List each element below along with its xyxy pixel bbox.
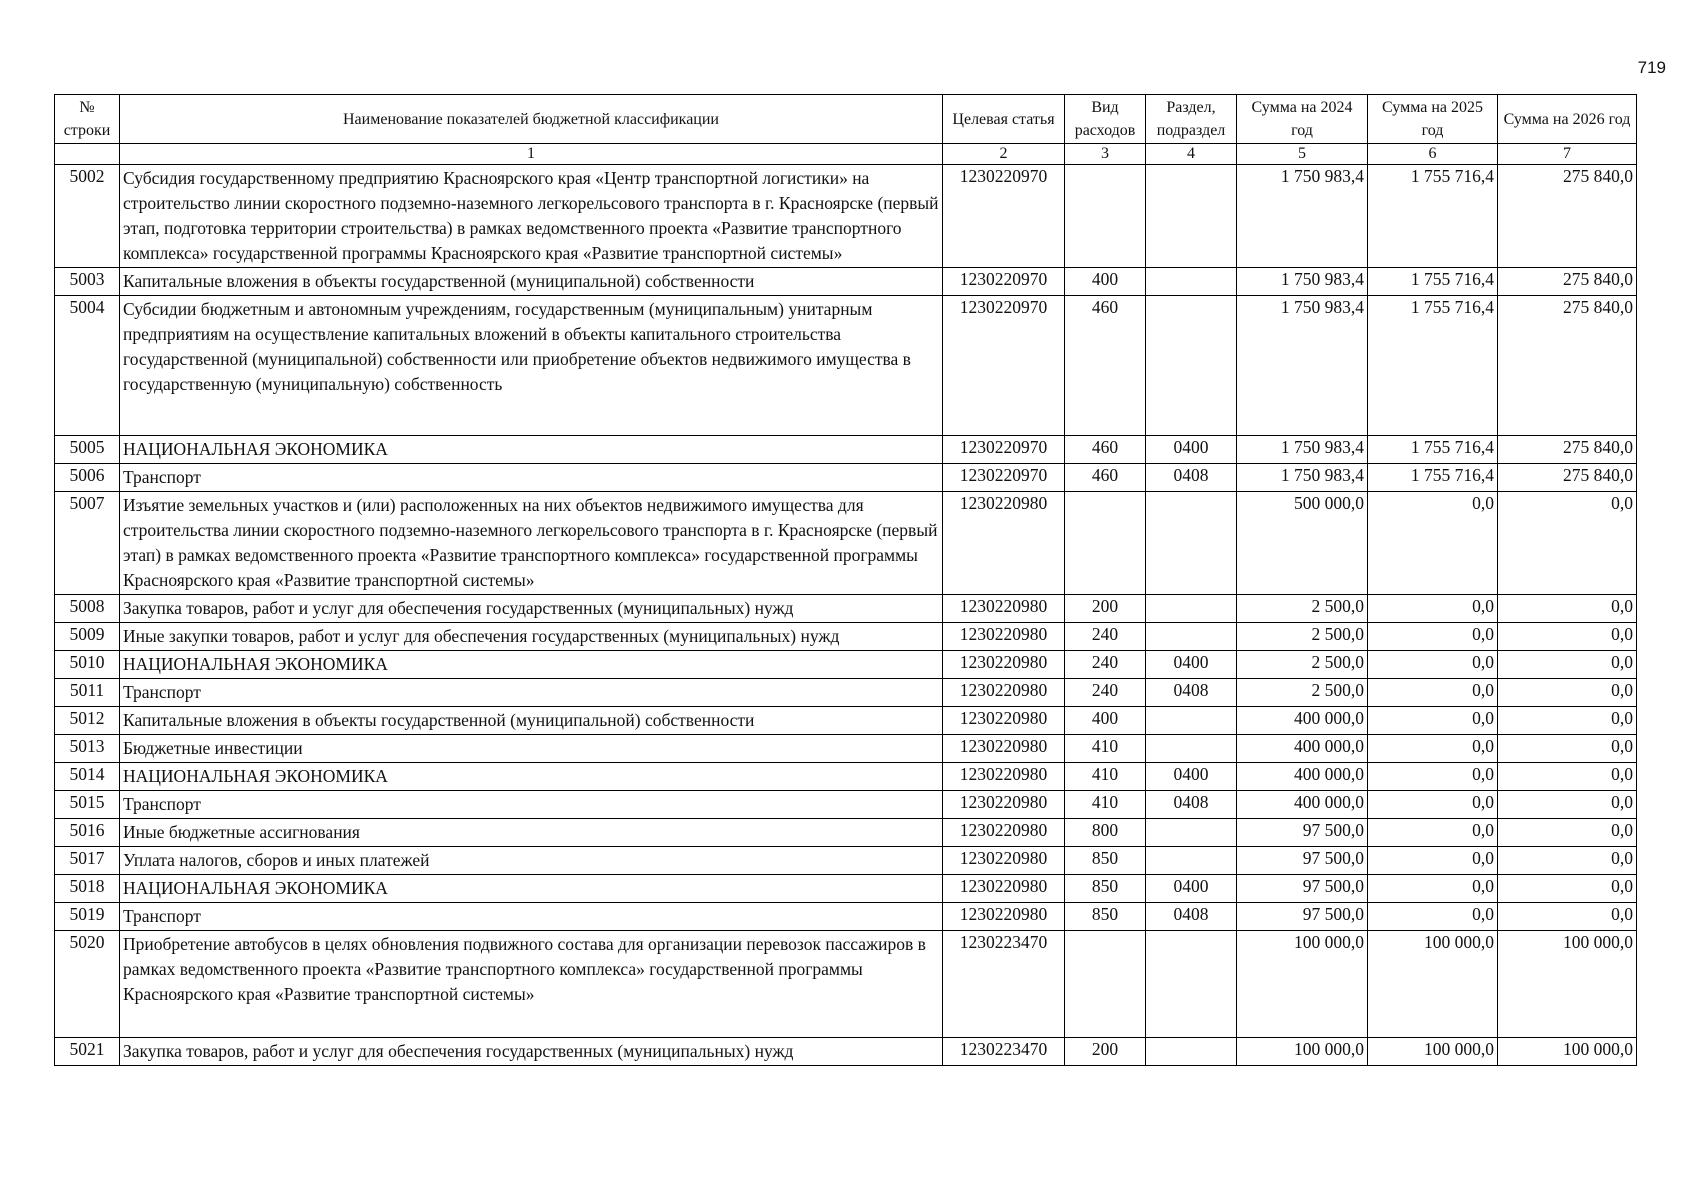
table-row	[55, 903, 1637, 931]
row-sum-2026: 0,0	[1498, 651, 1637, 679]
row-target-article: 1230220970	[943, 268, 1065, 296]
row-sum-2025: 100 000,0	[1368, 931, 1498, 1038]
table-row	[55, 165, 1637, 268]
row-expense-type: 200	[1065, 595, 1146, 623]
row-sum-2026: 0,0	[1498, 875, 1637, 903]
row-number: 5005	[55, 436, 120, 464]
row-sum-2025: 0,0	[1368, 623, 1498, 651]
row-expense-type: 240	[1065, 651, 1146, 679]
row-sum-2025: 0,0	[1368, 679, 1498, 707]
row-name: Транспорт	[120, 903, 943, 931]
row-number: 5008	[55, 595, 120, 623]
row-sum-2026: 0,0	[1498, 735, 1637, 763]
row-sum-2025: 0,0	[1368, 492, 1498, 595]
row-sum-2026: 0,0	[1498, 679, 1637, 707]
row-number: 5003	[55, 268, 120, 296]
row-sum-2024: 97 500,0	[1237, 847, 1368, 875]
table-row	[55, 623, 1637, 651]
row-target-article: 1230220980	[943, 707, 1065, 735]
row-number: 5018	[55, 875, 120, 903]
row-expense-type: 400	[1065, 707, 1146, 735]
row-name: Закупка товаров, работ и услуг для обеспечения государственных (муниципальных) нужд	[120, 1038, 943, 1066]
row-expense-type: 460	[1065, 296, 1146, 436]
row-target-article: 1230220980	[943, 595, 1065, 623]
row-expense-type: 850	[1065, 875, 1146, 903]
row-number: 5019	[55, 903, 120, 931]
row-sum-2024: 1 750 983,4	[1237, 464, 1368, 492]
row-sum-2025: 0,0	[1368, 819, 1498, 847]
row-target-article: 1230220970	[943, 436, 1065, 464]
row-sum-2025: 0,0	[1368, 791, 1498, 819]
row-number: 5007	[55, 492, 120, 595]
row-number: 5009	[55, 623, 120, 651]
page-number: 719	[1637, 58, 1666, 77]
row-section	[1146, 268, 1237, 296]
row-expense-type: 460	[1065, 464, 1146, 492]
row-name: Изъятие земельных участков и (или) расположенных на них объектов недвижимого имущества для строительства линии скоростного подземно-наземного легкорельсового транспорта в г. Красноярске (первый этап) в рамках ведомственного проекта «Развитие транспортного комплекса» государственной программы Красноярского края «Развитие транспортной системы»	[120, 492, 943, 595]
row-expense-type: 240	[1065, 623, 1146, 651]
table-row	[55, 847, 1637, 875]
header-expense-type: Вид расходов	[1065, 95, 1146, 144]
row-name: Капитальные вложения в объекты государственной (муниципальной) собственности	[120, 268, 943, 296]
row-sum-2025: 1 755 716,4	[1368, 436, 1498, 464]
column-number: 2	[943, 144, 1065, 165]
row-section	[1146, 595, 1237, 623]
row-sum-2026: 0,0	[1498, 492, 1637, 595]
table-row	[55, 791, 1637, 819]
row-sum-2025: 0,0	[1368, 735, 1498, 763]
row-section: 0400	[1146, 651, 1237, 679]
row-sum-2025: 0,0	[1368, 763, 1498, 791]
table-row	[55, 464, 1637, 492]
row-name: Закупка товаров, работ и услуг для обеспечения государственных (муниципальных) нужд	[120, 595, 943, 623]
row-section	[1146, 623, 1237, 651]
row-section: 0400	[1146, 436, 1237, 464]
row-name: Субсидия государственному предприятию Красноярского края «Центр транспортной логистики» на строительство линии скоростного подземно-наземного легкорельсового транспорта в г. Красноярске (первый этап, подготовка территории строительства) в рамках ведомственного проекта «Развитие транспортного комплекса» государственной программы Красноярского края «Развитие транспортной системы»	[120, 165, 943, 268]
table-row	[55, 707, 1637, 735]
header-sum-2026: Сумма на 2026 год	[1498, 95, 1637, 144]
header-name: Наименование показателей бюджетной классификации	[120, 95, 943, 144]
row-sum-2026: 275 840,0	[1498, 464, 1637, 492]
row-name: Приобретение автобусов в целях обновления подвижного состава для организации перевозок пассажиров в рамках ведомственного проекта «Развитие транспортного комплекса» государственной программы Красноярского края «Развитие транспортной системы»	[120, 931, 943, 1038]
row-sum-2024: 2 500,0	[1237, 651, 1368, 679]
table-row	[55, 492, 1637, 595]
row-name: НАЦИОНАЛЬНАЯ ЭКОНОМИКА	[120, 763, 943, 791]
row-sum-2026: 0,0	[1498, 819, 1637, 847]
table-row	[55, 679, 1637, 707]
column-number: 7	[1498, 144, 1637, 165]
budget-table	[54, 94, 1637, 1066]
row-sum-2024: 2 500,0	[1237, 595, 1368, 623]
column-number: 6	[1368, 144, 1498, 165]
row-sum-2024: 1 750 983,4	[1237, 436, 1368, 464]
row-sum-2024: 100 000,0	[1237, 931, 1368, 1038]
row-target-article: 1230220980	[943, 763, 1065, 791]
row-number: 5004	[55, 296, 120, 436]
row-sum-2025: 1 755 716,4	[1368, 464, 1498, 492]
row-sum-2024: 2 500,0	[1237, 623, 1368, 651]
table-row	[55, 296, 1637, 436]
row-expense-type: 410	[1065, 763, 1146, 791]
column-number-blank	[55, 144, 120, 165]
row-target-article: 1230220980	[943, 847, 1065, 875]
row-section	[1146, 735, 1237, 763]
row-section	[1146, 819, 1237, 847]
row-name: Бюджетные инвестиции	[120, 735, 943, 763]
row-sum-2026: 0,0	[1498, 707, 1637, 735]
row-target-article: 1230220980	[943, 492, 1065, 595]
row-target-article: 1230220980	[943, 875, 1065, 903]
row-target-article: 1230220970	[943, 464, 1065, 492]
row-sum-2024: 97 500,0	[1237, 819, 1368, 847]
row-expense-type: 200	[1065, 1038, 1146, 1066]
table-row	[55, 875, 1637, 903]
header-target: Целевая статья	[943, 95, 1065, 144]
row-section	[1146, 707, 1237, 735]
row-sum-2026: 0,0	[1498, 623, 1637, 651]
row-expense-type: 800	[1065, 819, 1146, 847]
row-section	[1146, 931, 1237, 1038]
row-sum-2026: 275 840,0	[1498, 436, 1637, 464]
row-sum-2025: 1 755 716,4	[1368, 296, 1498, 436]
row-sum-2024: 400 000,0	[1237, 763, 1368, 791]
table-row	[55, 595, 1637, 623]
row-name: НАЦИОНАЛЬНАЯ ЭКОНОМИКА	[120, 875, 943, 903]
row-expense-type: 240	[1065, 679, 1146, 707]
row-target-article: 1230220980	[943, 679, 1065, 707]
row-sum-2024: 1 750 983,4	[1237, 165, 1368, 268]
row-sum-2026: 0,0	[1498, 903, 1637, 931]
table-row	[55, 1038, 1637, 1066]
row-sum-2024: 400 000,0	[1237, 707, 1368, 735]
row-sum-2026: 275 840,0	[1498, 268, 1637, 296]
row-name: Уплата налогов, сборов и иных платежей	[120, 847, 943, 875]
row-target-article: 1230220980	[943, 819, 1065, 847]
table-row	[55, 735, 1637, 763]
row-sum-2025: 0,0	[1368, 707, 1498, 735]
row-target-article: 1230223470	[943, 931, 1065, 1038]
row-sum-2026: 100 000,0	[1498, 1038, 1637, 1066]
row-sum-2024: 97 500,0	[1237, 875, 1368, 903]
row-section	[1146, 1038, 1237, 1066]
header-section: Раздел, подраздел	[1146, 95, 1237, 144]
row-section: 0408	[1146, 464, 1237, 492]
row-sum-2025: 0,0	[1368, 595, 1498, 623]
column-number: 4	[1146, 144, 1237, 165]
row-name: Капитальные вложения в объекты государственной (муниципальной) собственности	[120, 707, 943, 735]
row-target-article: 1230220970	[943, 165, 1065, 268]
row-number: 5002	[55, 165, 120, 268]
row-section: 0408	[1146, 791, 1237, 819]
row-expense-type: 850	[1065, 847, 1146, 875]
header-sum-2024: Сумма на 2024 год	[1237, 95, 1368, 144]
row-sum-2024: 400 000,0	[1237, 791, 1368, 819]
row-expense-type	[1065, 492, 1146, 595]
row-number: 5017	[55, 847, 120, 875]
row-section	[1146, 492, 1237, 595]
row-name: НАЦИОНАЛЬНАЯ ЭКОНОМИКА	[120, 651, 943, 679]
row-target-article: 1230220980	[943, 623, 1065, 651]
row-number: 5015	[55, 791, 120, 819]
column-number: 1	[120, 144, 943, 165]
row-section: 0408	[1146, 679, 1237, 707]
row-number: 5013	[55, 735, 120, 763]
table-row	[55, 268, 1637, 296]
row-sum-2026: 275 840,0	[1498, 296, 1637, 436]
row-name: Субсидии бюджетным и автономным учреждениям, государственным (муниципальным) унитарным предприятиям на осуществление капитальных вложений в объекты капитального строительства государственной (муниципальной) собственности или приобретение объектов недвижимого имущества в государственную (муниципальную) собственность	[120, 296, 943, 436]
row-sum-2025: 0,0	[1368, 651, 1498, 679]
column-number: 3	[1065, 144, 1146, 165]
column-number: 5	[1237, 144, 1368, 165]
table-row	[55, 651, 1637, 679]
row-sum-2026: 0,0	[1498, 847, 1637, 875]
row-number: 5006	[55, 464, 120, 492]
row-sum-2025: 1 755 716,4	[1368, 268, 1498, 296]
row-number: 5016	[55, 819, 120, 847]
table-row	[55, 931, 1637, 1038]
row-name: НАЦИОНАЛЬНАЯ ЭКОНОМИКА	[120, 436, 943, 464]
row-sum-2025: 100 000,0	[1368, 1038, 1498, 1066]
row-sum-2026: 275 840,0	[1498, 165, 1637, 268]
row-sum-2024: 500 000,0	[1237, 492, 1368, 595]
header-row	[55, 95, 1637, 144]
column-number-row	[55, 144, 1637, 165]
row-section: 0400	[1146, 875, 1237, 903]
row-sum-2024: 400 000,0	[1237, 735, 1368, 763]
row-sum-2024: 1 750 983,4	[1237, 296, 1368, 436]
row-section	[1146, 847, 1237, 875]
header-row-no: № строки	[55, 95, 120, 144]
row-target-article: 1230223470	[943, 1038, 1065, 1066]
row-name: Иные закупки товаров, работ и услуг для обеспечения государственных (муниципальных) нужд	[120, 623, 943, 651]
row-sum-2026: 100 000,0	[1498, 931, 1637, 1038]
row-section	[1146, 296, 1237, 436]
row-number: 5010	[55, 651, 120, 679]
header-sum-2025: Сумма на 2025 год	[1368, 95, 1498, 144]
row-expense-type: 410	[1065, 791, 1146, 819]
row-section: 0408	[1146, 903, 1237, 931]
row-sum-2024: 100 000,0	[1237, 1038, 1368, 1066]
row-section: 0400	[1146, 763, 1237, 791]
row-sum-2025: 0,0	[1368, 875, 1498, 903]
row-number: 5011	[55, 679, 120, 707]
row-expense-type	[1065, 931, 1146, 1038]
row-target-article: 1230220970	[943, 296, 1065, 436]
row-sum-2024: 2 500,0	[1237, 679, 1368, 707]
row-number: 5012	[55, 707, 120, 735]
row-sum-2026: 0,0	[1498, 595, 1637, 623]
table-row	[55, 763, 1637, 791]
row-expense-type	[1065, 165, 1146, 268]
row-sum-2025: 0,0	[1368, 847, 1498, 875]
row-number: 5014	[55, 763, 120, 791]
row-expense-type: 410	[1065, 735, 1146, 763]
row-sum-2026: 0,0	[1498, 763, 1637, 791]
row-sum-2024: 1 750 983,4	[1237, 268, 1368, 296]
row-expense-type: 460	[1065, 436, 1146, 464]
row-number: 5020	[55, 931, 120, 1038]
row-expense-type: 400	[1065, 268, 1146, 296]
row-name: Транспорт	[120, 679, 943, 707]
row-target-article: 1230220980	[943, 651, 1065, 679]
row-sum-2025: 1 755 716,4	[1368, 165, 1498, 268]
row-section	[1146, 165, 1237, 268]
row-name: Транспорт	[120, 791, 943, 819]
row-target-article: 1230220980	[943, 903, 1065, 931]
row-name: Транспорт	[120, 464, 943, 492]
row-sum-2024: 97 500,0	[1237, 903, 1368, 931]
row-name: Иные бюджетные ассигнования	[120, 819, 943, 847]
row-number: 5021	[55, 1038, 120, 1066]
row-expense-type: 850	[1065, 903, 1146, 931]
table-row	[55, 436, 1637, 464]
row-target-article: 1230220980	[943, 735, 1065, 763]
row-target-article: 1230220980	[943, 791, 1065, 819]
row-sum-2026: 0,0	[1498, 791, 1637, 819]
table-row	[55, 819, 1637, 847]
row-sum-2025: 0,0	[1368, 903, 1498, 931]
